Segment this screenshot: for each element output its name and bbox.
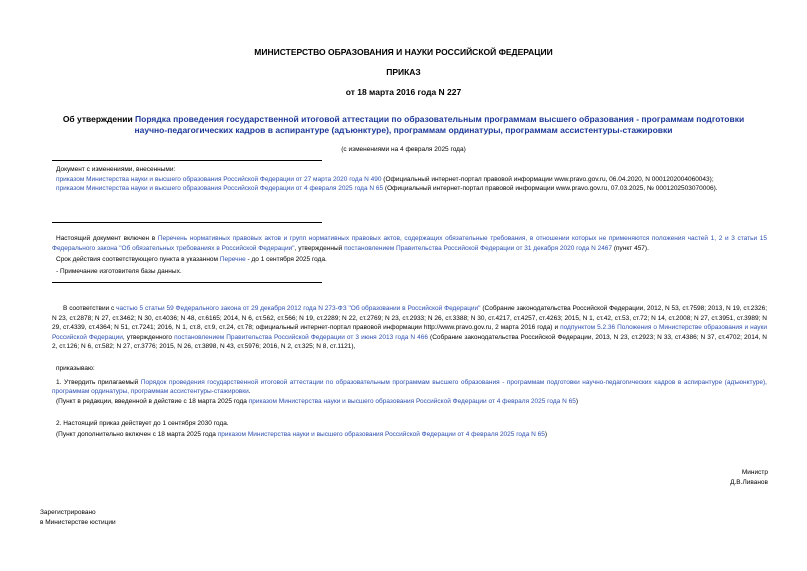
- notice-p1-text-c: (пункт 457).: [612, 244, 649, 252]
- signature-name: Д.В.Ливанов: [730, 478, 768, 486]
- order-65-link-2[interactable]: приказом Министерства науки и высшего образования Российской Федерации от 4 февраля 2025 года N 65: [217, 430, 545, 438]
- registration-line-2: в Министерстве юстиции: [40, 518, 116, 526]
- order-item-1-note-text-b: ): [575, 397, 578, 405]
- preamble-paragraph: [52, 304, 767, 352]
- changes-note: (с изменениями на 4 февраля 2025 года): [341, 146, 466, 153]
- notice-block: [52, 234, 767, 276]
- subpoint-5-2-36-link[interactable]: подпунктом 5.2.36 Положения о Министерстве образования и науки Российской Федерации: [52, 324, 767, 341]
- order-item-1-text-a: 1. Утвердить прилагаемый: [56, 378, 141, 386]
- order-item-1-note-text-a: (Пункт в редакции, введенной в действие с 18 марта 2025 года: [56, 397, 249, 405]
- changes-block: [52, 165, 767, 194]
- signature: [730, 468, 768, 487]
- title-link-line1[interactable]: Порядка проведения государственной итоговой аттестации по образовательным программам высшего образования - программам подготовки: [135, 114, 745, 124]
- changes-item-2-text: (Официальный интернет-портал правовой информации www.pravo.gov.ru, 07.03.2025, № 0001202503070006).: [383, 185, 718, 192]
- changes-item-1-text: (Официальный интернет-портал правовой информации www.pravo.gov.ru, 06.04.2020, N 0001202004060043);: [381, 175, 714, 183]
- changes-item-2-link[interactable]: приказом Министерства науки и высшего образования Российской Федерации от 4 февраля 2025 года N 65: [56, 185, 384, 192]
- notice-p1-text-a: Настоящий документ включен в: [56, 235, 158, 242]
- order-item-1: [52, 378, 767, 397]
- ministry-heading: МИНИСТЕРСТВО ОБРАЗОВАНИЯ И НАУКИ РОССИЙСКОЙ ФЕДЕРАЦИИ: [254, 47, 553, 57]
- postanovlenie-466-link[interactable]: постановлением Правительства Российской Федерации от 3 июня 2013 года N 466: [174, 333, 428, 341]
- poryadok-link[interactable]: Порядок проведения государственной итоговой аттестации по образовательным программам высшего образования - программам подготовки научно-педагогических кадров в аспирантуре (адъюнктуре), программам ординатуры, программам ассистентуры-стажировки: [52, 378, 767, 395]
- orders-heading: приказываю:: [56, 365, 95, 372]
- doc-type-heading: ПРИКАЗ: [386, 67, 421, 77]
- title-prefix: Об утверждении: [62, 114, 136, 124]
- order-item-1-note: [52, 397, 767, 407]
- notice-p2-text-b: - до 1 сентября 2025 года.: [245, 256, 327, 263]
- divider-top: [52, 160, 322, 161]
- preamble: [52, 304, 767, 352]
- date-number-heading: от 18 марта 2016 года N 227: [345, 87, 462, 97]
- changes-item-1-link[interactable]: приказом Министерства науки и высшего образования Российской Федерации от 27 марта 2020 года N 490: [56, 175, 382, 183]
- registration: [40, 508, 116, 527]
- order-item-1-text-b: .: [248, 388, 251, 395]
- title-link-line2[interactable]: научно-педагогических кадров в аспирантуре (адъюнктуре), программам ординатуры, программам ассистентуры-стажировки: [134, 125, 673, 135]
- notice-p1-text-b: , утвержденный: [294, 244, 345, 252]
- perechen-short-link[interactable]: Перечне: [219, 256, 246, 263]
- signature-position: Министр: [741, 469, 768, 476]
- law-273-link[interactable]: частью 5 статьи 59 Федерального закона от 29 декабря 2012 года N 273-ФЗ "Об образовании в Российской Федерации": [116, 305, 481, 312]
- order-item-2-note-text-a: (Пункт дополнительно включен с 18 марта 2025 года: [56, 430, 218, 438]
- notice-p2-text-a: Срок действия соответствующего пункта в указанном: [56, 256, 220, 263]
- perechen-link[interactable]: Перечень нормативных правовых актов и групп нормативных правовых актов, содержащих обязательные требования, в отношении которых не применяются положения частей 1, 2 и 3 статьи 15 Федерального закона "Об обязательных требованиях в Российской Федерации": [52, 235, 767, 252]
- preamble-text-b: (Собрание законодательства Российской Федерации, 2012, N 53, ст.7598; 2013, N 19, ст.2326; N 23, ст.2878; N 27, ст.3462; N 30, ст.4036; N 48, ст.6165; 2014, N 6, ст.562, ст.566; N 19, ст.2289; N 22, ст.2769; N 23, ст.2933; N 26, ст.3388; N 30, ст.4217, ст.4257, ст.4263; 2015, N 1, ст.42, ст.53, ст.72; N 14, ст.2008; N 27, ст.3951, ст.3989; N 29, ст.4339, ст.4364; N 51, ст.7241; 2016, N 1, ст.8, ст.9, ст.24, ст.78; официальный интернет-портал правовой информации http://www.pravo.gov.ru, 2 марта 2016 года) и: [52, 305, 768, 331]
- postanovlenie-2467-link[interactable]: постановлением Правительства Российской Федерации от 31 декабря 2020 года N 2467: [344, 244, 613, 252]
- divider-bottom: [52, 282, 322, 283]
- divider-middle: [52, 222, 322, 223]
- changes-intro: Документ с изменениями, внесенными:: [56, 166, 176, 173]
- document-title: [0, 114, 807, 136]
- preamble-text-d: (Собрание законодательства Российской Федерации, 2013, N 23, ст.2923; N 33, ст.4386; N 37, ст.4702; 2014, N 2, ст.126; N 6, ст.582; N 27, ст.3776; 2015, N 26, ст.3898, N 43, ст.5976; 2016, N 2, ст.325; N 8, ст.1121),: [52, 333, 767, 350]
- changes-item-1: [52, 175, 767, 185]
- changes-item-2: [52, 184, 767, 194]
- notice-paragraph-1: [52, 234, 767, 253]
- orders: [52, 364, 767, 439]
- notice-paragraph-2: [52, 255, 767, 265]
- preamble-text-a: В соответствии с: [63, 305, 117, 312]
- order-item-2: 2. Настоящий приказ действует до 1 сентября 2030 года.: [56, 420, 229, 427]
- order-65-link-1[interactable]: приказом Министерства науки и высшего образования Российской Федерации от 4 февраля 2025 года N 65: [248, 397, 576, 405]
- notice-paragraph-3: - Примечание изготовителя базы данных.: [56, 267, 182, 275]
- order-item-2-note: [52, 430, 767, 440]
- registration-line-1: Зарегистрировано: [40, 509, 96, 516]
- preamble-text-c: , утвержденного: [122, 333, 175, 341]
- order-item-2-note-text-b: ): [544, 430, 548, 438]
